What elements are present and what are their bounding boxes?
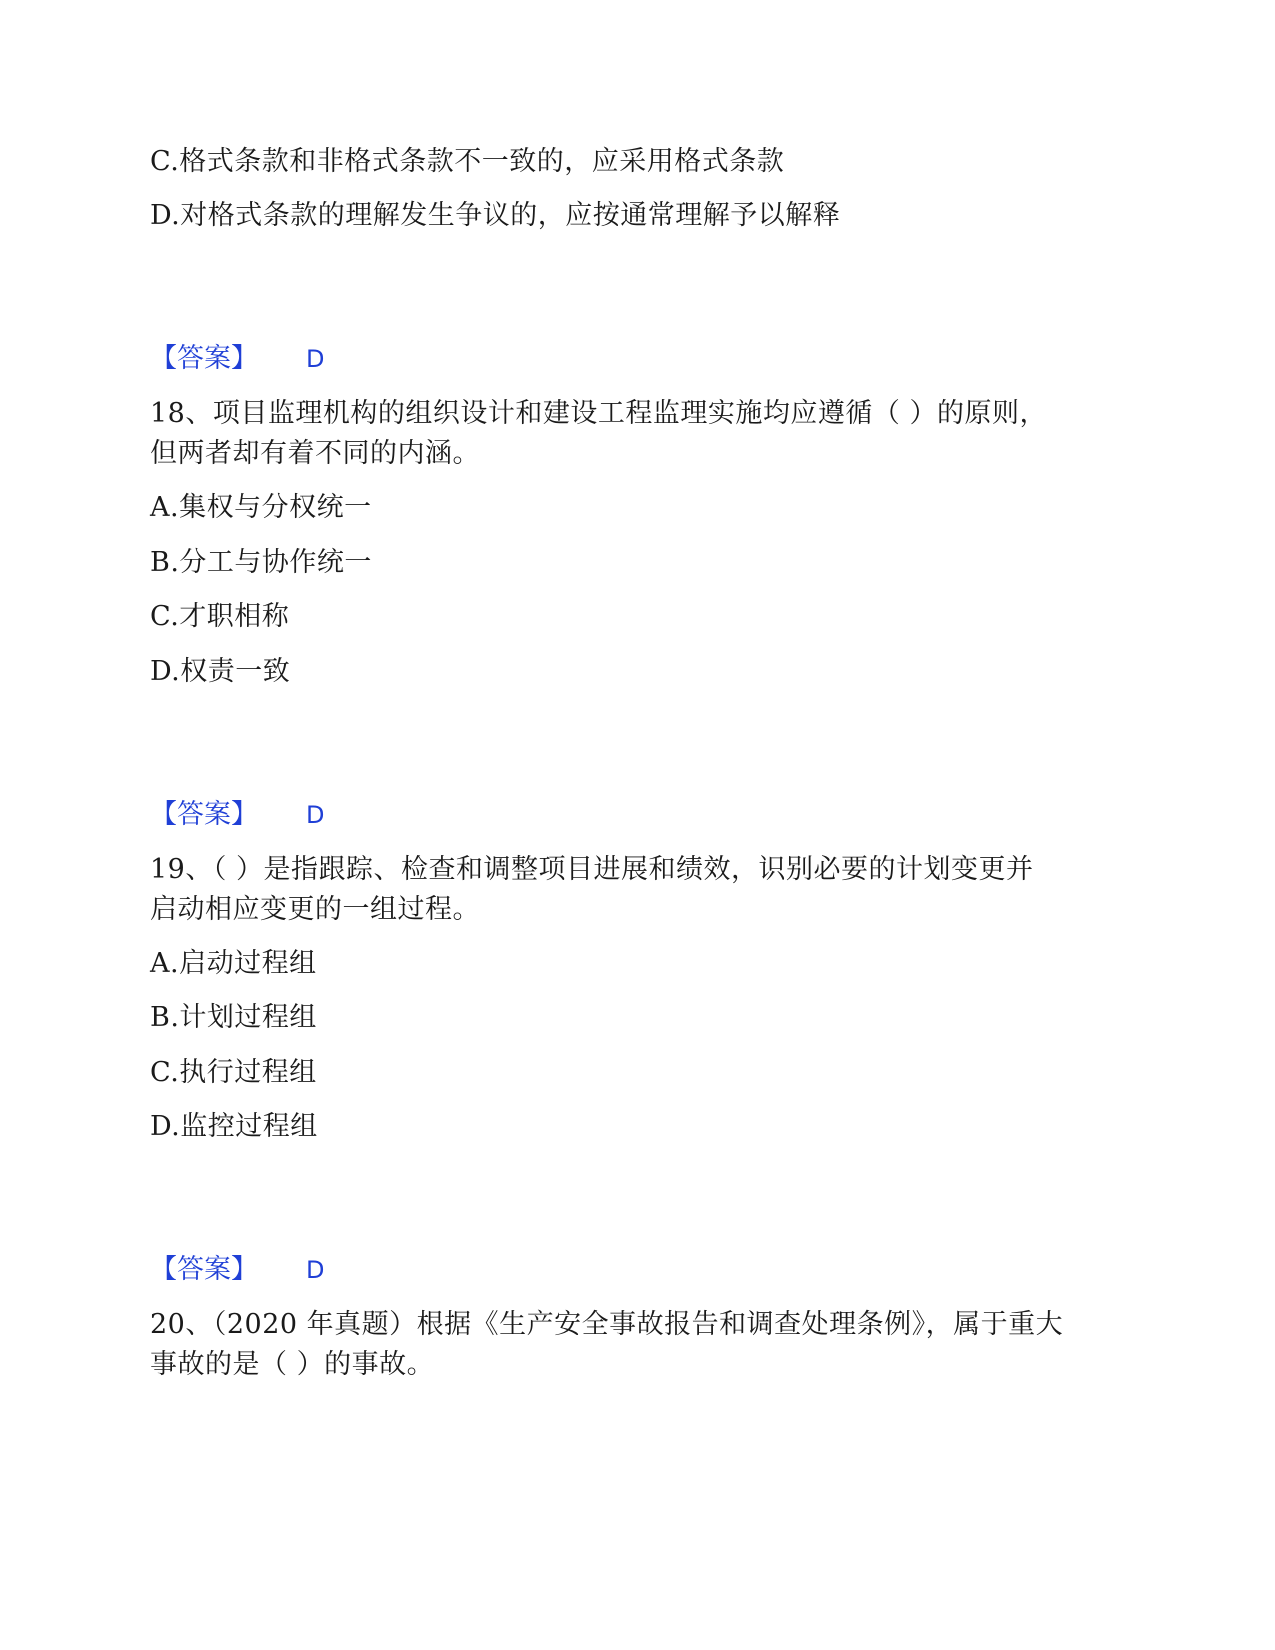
answer-block-18 [150,798,324,832]
answer-label: 【答案】 [150,343,258,374]
question-18-stem-line1: 18、项目监理机构的组织设计和建设工程监理实施均应遵循（ ）的原则， [150,398,1047,429]
question-19-option-c: C.执行过程组 [150,1057,317,1088]
option-d-prev: D.对格式条款的理解发生争议的，应按通常理解予以解释 [150,200,841,231]
question-18-option-b: B.分工与协作统一 [150,547,372,578]
question-19-option-a: A.启动过程组 [150,948,317,979]
question-18-option-d: D.权责一致 [150,656,291,687]
answer-label: 【答案】 [150,799,258,830]
question-19-stem-line1: 19、（ ）是指跟踪、检查和调整项目进展和绩效，识别必要的计划变更并 [150,854,1034,885]
question-20-stem-line2: 事故的是（ ）的事故。 [150,1349,435,1380]
answer-block-17 [150,342,324,376]
question-19-stem-line2: 启动相应变更的一组过程。 [150,894,480,925]
question-18-option-c: C.才职相称 [150,601,290,632]
question-19-option-d: D.监控过程组 [150,1111,318,1142]
question-18-option-a: A.集权与分权统一 [150,492,372,523]
answer-value: D [306,1256,325,1284]
question-19-option-b: B.计划过程组 [150,1002,317,1033]
question-20-stem-line1: 20、（2020 年真题）根据《生产安全事故报告和调查处理条例》，属于重大 [150,1309,1064,1340]
answer-block-19 [150,1253,324,1287]
answer-value: D [306,801,325,829]
question-18-stem-line2: 但两者却有着不同的内涵。 [150,438,480,469]
answer-value: D [306,345,325,373]
answer-label: 【答案】 [150,1254,258,1285]
option-c-prev: C.格式条款和非格式条款不一致的，应采用格式条款 [150,146,785,177]
